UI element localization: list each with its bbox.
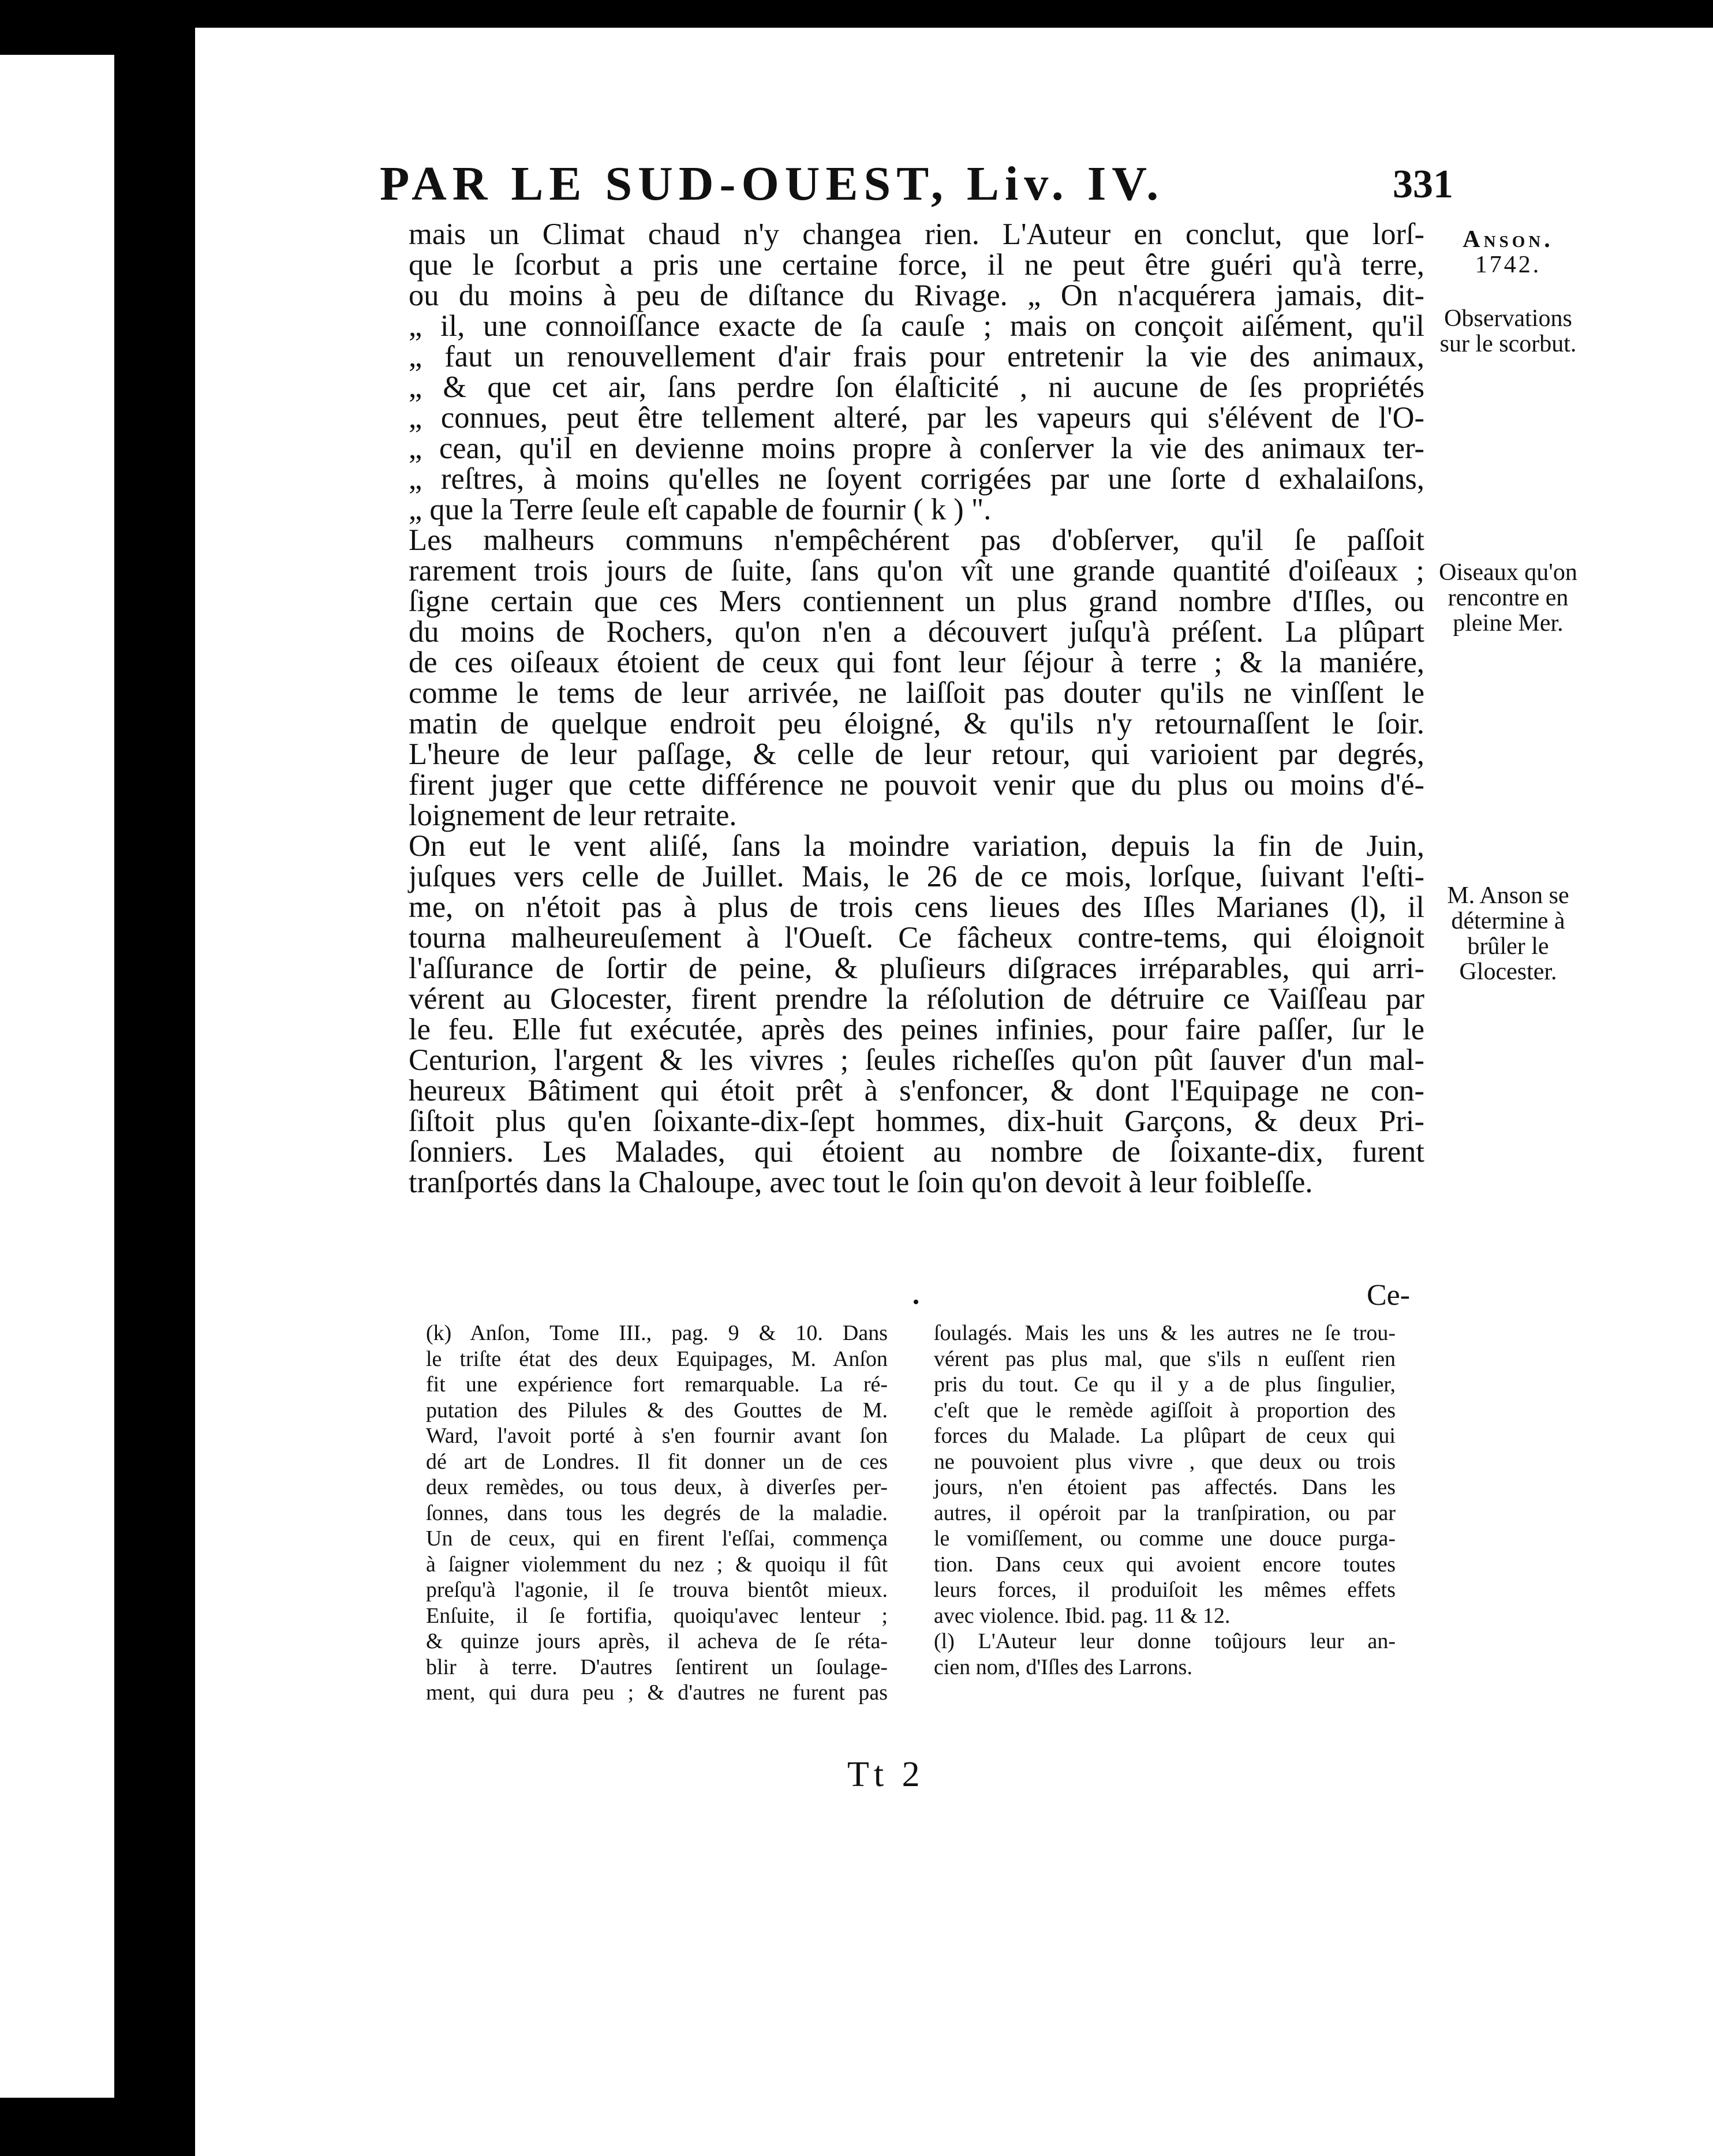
facing-page-edge <box>0 55 114 2098</box>
body-line: Les malheurs communs n'empêchérent pas d'obſerver, qu'il ſe paſſoit <box>409 523 1424 557</box>
footnote-line: Un de ceux, qui en firent l'eſſai, commença <box>426 1526 888 1551</box>
footnote-line: leurs forces, il produiſoit les mêmes effets <box>934 1578 1396 1602</box>
body-line: mais un Climat chaud n'y changea rien. L'Auteur en conclut, que lorſ- <box>409 218 1424 251</box>
body-line: tourna malheureuſement à l'Oueſt. Ce fâcheux contre-tems, qui éloignoit <box>409 921 1424 955</box>
sidenote-glocester: M. Anson se détermine à brûler le Glocester. <box>1447 882 1569 985</box>
body-line: le feu. Elle fut exécutée, après des peines infinies, pour faire paſſer, ſur le <box>409 1013 1424 1046</box>
running-header <box>380 156 1453 225</box>
footnote-line: le triſte état des deux Equipages, M. Anſon <box>426 1346 888 1371</box>
footnote-line: & quinze jours après, il acheva de ſe réta- <box>426 1629 888 1653</box>
sidenote-name: Anson. <box>1463 226 1554 253</box>
footnote-line: ſonnes, dans tous les degrés de la maladie. <box>426 1500 888 1525</box>
body-line: l'aſſurance de ſortir de peine, & pluſieurs diſgraces irréparables, qui arri- <box>409 952 1424 985</box>
body-line: „ & que cet air, ſans perdre ſon élaſticité , ni aucune de ſes propriétés <box>409 370 1424 404</box>
body-line: Centurion, l'argent & les vivres ; ſeules richeſſes qu'on pût ſauver d'un mal- <box>409 1043 1424 1077</box>
footnote-line: ment, qui dura peu ; & d'autres ne furent pas <box>426 1680 888 1705</box>
body-line: „ que la Terre ſeule eſt capable de fournir ( k ) ". <box>409 493 992 526</box>
catchword: Ce- <box>1367 1279 1411 1312</box>
body-line: „ connues, peut être tellement alteré, par les vapeurs qui s'élévent de l'O- <box>409 401 1424 435</box>
gutter-shadow <box>114 55 195 2098</box>
footnote-line: jours, n'en étoient pas affectés. Dans les <box>934 1475 1396 1499</box>
footnote-line: fit une expérience fort remarquable. La ré- <box>426 1372 888 1397</box>
body-line: ou du moins à peu de diſtance du Rivage. „ On n'acquérera jamais, dit- <box>409 279 1424 312</box>
body-line: loignement de leur retraite. <box>409 799 737 832</box>
footnote-line: preſqu'à l'agonie, il ſe trouva bientôt mieux. <box>426 1578 888 1602</box>
body-line: de ces oiſeaux étoient de ceux qui font leur ſéjour à terre ; & la maniére, <box>409 646 1424 679</box>
footnote-line: Ward, l'avoit porté à s'en fournir avant ſon <box>426 1424 888 1448</box>
body-line: du moins de Rochers, qu'on n'en a découvert juſqu'à préſent. La plûpart <box>409 615 1424 649</box>
footnote-line: forces du Malade. La plûpart de ceux qui <box>934 1424 1396 1448</box>
body-line: tranſportés dans la Chaloupe, avec tout le ſoin qu'on devoit à leur foibleſſe. <box>409 1166 1313 1199</box>
body-line: „ reſtres, à moins qu'elles ne ſoyent corrigées par une ſorte d exhalaiſons, <box>409 462 1424 496</box>
footnote-line: avec violence. Ibid. pag. 11 & 12. <box>934 1603 1230 1628</box>
body-line: juſques vers celle de Juillet. Mais, le 26 de ce mois, lorſque, ſuivant l'eſti- <box>409 860 1424 893</box>
sidenote-scorbut: Observations sur le scorbut. <box>1439 305 1577 357</box>
sidenote-oiseaux: Oiseaux qu'on rencontre en pleine Mer. <box>1439 559 1577 637</box>
footnote-line: à ſaigner violemment du nez ; & quoiqu il fût <box>426 1552 888 1577</box>
footnote-line: ſoulagés. Mais les uns & les autres ne ſe trou- <box>934 1321 1396 1345</box>
body-line: L'heure de leur paſſage, & celle de leur retour, qui varioient par degrés, <box>409 738 1424 771</box>
body-line: vérent au Glocester, firent prendre la réſolution de détruire ce Vaiſſeau par <box>409 982 1424 1016</box>
body-line: rarement trois jours de ſuite, ſans qu'on vît une grande quantité d'oiſeaux ; <box>409 554 1424 587</box>
footnote-divider-dot <box>914 1300 918 1304</box>
footnote-line: dé art de Londres. Il fit donner un de ces <box>426 1449 888 1474</box>
footnote-line: le vomiſſement, ou comme une douce purga- <box>934 1526 1396 1551</box>
body-line: „ cean, qu'il en devienne moins propre à conſerver la vie des animaux ter- <box>409 432 1424 465</box>
footnote-line: autres, il opéroit par la tranſpiration, ou par <box>934 1500 1396 1525</box>
body-line: ſiſtoit plus qu'en ſoixante-dix-ſept hommes, dix-huit Garçons, & deux Pri- <box>409 1105 1424 1138</box>
sidenote-year-value: 1742. <box>1475 252 1542 278</box>
footnote-line: (k) Anſon, Tome III., pag. 9 & 10. Dans <box>426 1321 888 1345</box>
footnote-line: pris du tout. Ce qu il y a de plus ſingulier, <box>934 1372 1396 1397</box>
sidenote-year <box>1433 227 1583 278</box>
body-line: heureux Bâtiment qui étoit prêt à s'enfoncer, & dont l'Equipage ne con- <box>409 1074 1424 1107</box>
footnote-line: Enſuite, il ſe fortifia, quoiqu'avec lenteur ; <box>426 1603 888 1628</box>
body-line: „ faut un renouvellement d'air frais pour entretenir la vie des animaux, <box>409 340 1424 373</box>
body-line: ſonniers. Les Malades, qui étoient au nombre de ſoixante-dix, furent <box>409 1135 1424 1169</box>
footnote-line: vérent pas plus mal, que s'ils n euſſent rien <box>934 1346 1396 1371</box>
footnote-column-right <box>934 1320 1396 1680</box>
body-line: matin de quelque endroit peu éloigné, & qu'ils n'y retournaſſent le ſoir. <box>409 707 1424 740</box>
main-text <box>409 219 1424 1198</box>
body-line: On eut le vent aliſé, ſans la moindre variation, depuis la fin de Juin, <box>409 829 1424 863</box>
footnote-line: ne pouvoient plus vivre , que deux ou trois <box>934 1449 1396 1474</box>
top-margin-strip <box>195 0 1713 28</box>
book-page <box>195 0 1713 2156</box>
body-line: que le ſcorbut a pris une certaine force, il ne peut être guéri qu'à terre, <box>409 248 1424 282</box>
signature-mark: Tt 2 <box>847 1755 925 1794</box>
body-line: comme le tems de leur arrivée, ne laiſſoit pas douter qu'ils ne vinſſent le <box>409 676 1424 710</box>
footnote-line: tion. Dans ceux qui avoient encore toutes <box>934 1552 1396 1577</box>
footnote-line: deux remèdes, ou tous deux, à diverſes per- <box>426 1475 888 1499</box>
footnote-column-left <box>426 1320 888 1706</box>
body-line: ſigne certain que ces Mers contiennent un plus grand nombre d'Iſles, ou <box>409 585 1424 618</box>
footnote-line: (l) L'Auteur leur donne toûjours leur an- <box>934 1629 1396 1653</box>
page-number: 331 <box>1393 162 1453 207</box>
footnote-line: cien nom, d'Iſles des Larrons. <box>934 1655 1192 1679</box>
footnote-line: blir à terre. D'autres ſentirent un ſoulage- <box>426 1655 888 1679</box>
footnote-line: c'eſt que le remède agiſſoit à proportion des <box>934 1398 1396 1423</box>
body-line: „ il, une connoiſſance exacte de ſa cauſe ; mais on conçoit aiſément, qu'il <box>409 309 1424 343</box>
footnote-line: putation des Pilules & des Gouttes de M. <box>426 1398 888 1423</box>
body-line: me, on n'étoit pas à plus de trois cens lieues des Iſles Marianes (l), il <box>409 890 1424 924</box>
footnotes <box>426 1320 1413 1724</box>
running-title: PAR LE SUD-OUEST, Liv. IV. <box>380 157 1165 211</box>
body-line: firent juger que cette différence ne pouvoit venir que du plus ou moins d'é- <box>409 768 1424 802</box>
